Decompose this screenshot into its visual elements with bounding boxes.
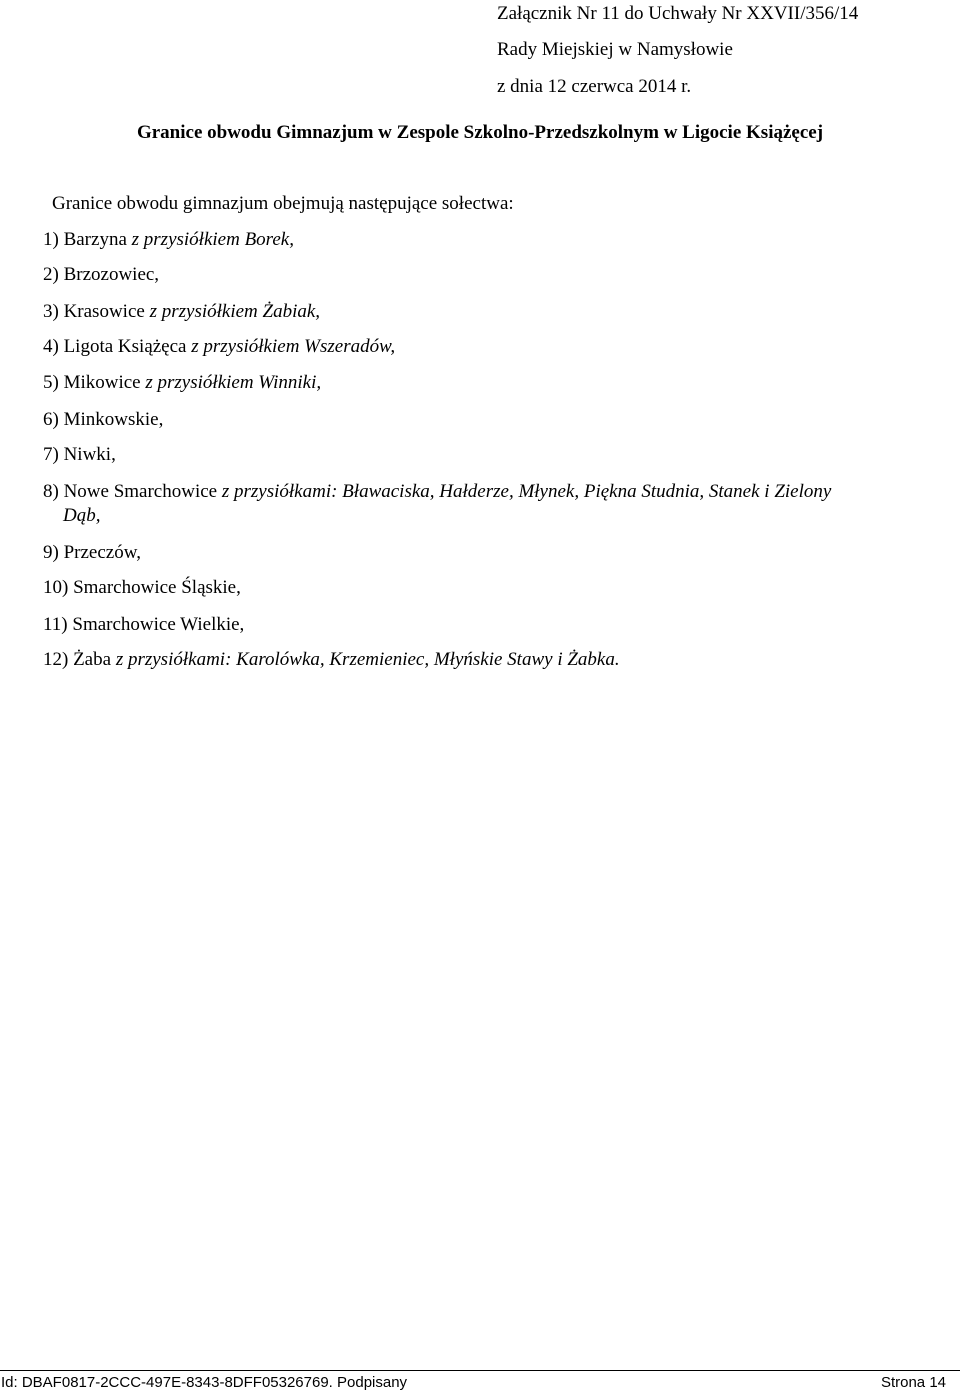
list-item <box>43 614 244 636</box>
list-item <box>43 542 141 564</box>
list-item-main: 4) Ligota Książęca <box>43 336 187 357</box>
list-item-continuation: Dąb, <box>63 505 101 526</box>
list-item-main: 9) Przeczów, <box>43 542 141 563</box>
list-item-main: 7) Niwki, <box>43 444 116 465</box>
header-date-line: z dnia 12 czerwca 2014 r. <box>497 76 692 97</box>
list-item <box>43 336 395 358</box>
list-item <box>43 229 294 251</box>
footer-document-id: Id: DBAF0817-2CCC-497E-8343-8DFF05326769. Podpisany <box>1 1374 408 1391</box>
list-item-rest: z przysiółkiem Wszeradów, <box>186 336 396 357</box>
list-item <box>43 649 620 671</box>
footer-divider <box>0 1370 960 1371</box>
list-item <box>43 301 320 323</box>
list-item-main: 2) Brzozowiec, <box>43 264 160 285</box>
list-item <box>43 264 159 286</box>
list-item-rest: z przysiółkiem Borek, <box>126 229 294 250</box>
list-item <box>43 480 958 528</box>
list-item <box>43 409 163 431</box>
list-item-rest: z przysiółkami: Karolówka, Krzemieniec, Młyńskie Stawy i Żabka. <box>111 649 620 670</box>
header-attachment-line: Załącznik Nr 11 do Uchwały Nr XXVII/356/14 <box>497 3 859 24</box>
list-item-main: 11) Smarchowice Wielkie, <box>43 614 245 635</box>
list-item-main: 8) Nowe Smarchowice <box>43 481 218 502</box>
footer-page-number: Strona 14 <box>880 1374 946 1391</box>
list-item-main: 6) Minkowskie, <box>43 409 164 430</box>
list-item-main: 12) Żaba <box>43 649 112 670</box>
document-title: Granice obwodu Gimnazjum w Zespole Szkolno-Przedszkolnym w Ligocie Książęcej <box>136 122 824 143</box>
header-council-line: Rady Miejskiej w Namysłowie <box>497 39 733 60</box>
list-item-rest: z przysiółkiem Żabiak, <box>144 301 321 322</box>
list-item <box>43 577 241 599</box>
list-item-main: 10) Smarchowice Śląskie, <box>43 577 241 598</box>
list-item <box>43 444 116 466</box>
intro-text: Granice obwodu gimnazjum obejmują następujące sołectwa: <box>52 193 514 214</box>
list-item <box>43 372 321 394</box>
list-item-main: 5) Mikowice <box>43 372 141 393</box>
list-item-rest: z przysiółkami: Bławaciska, Hałderze, Młynek, Piękna Studnia, Stanek i Zielony <box>217 481 832 502</box>
list-item-main: 1) Barzyna <box>43 229 127 250</box>
list-item-rest: z przysiółkiem Winniki, <box>140 372 322 393</box>
list-item-main: 3) Krasowice <box>43 301 145 322</box>
